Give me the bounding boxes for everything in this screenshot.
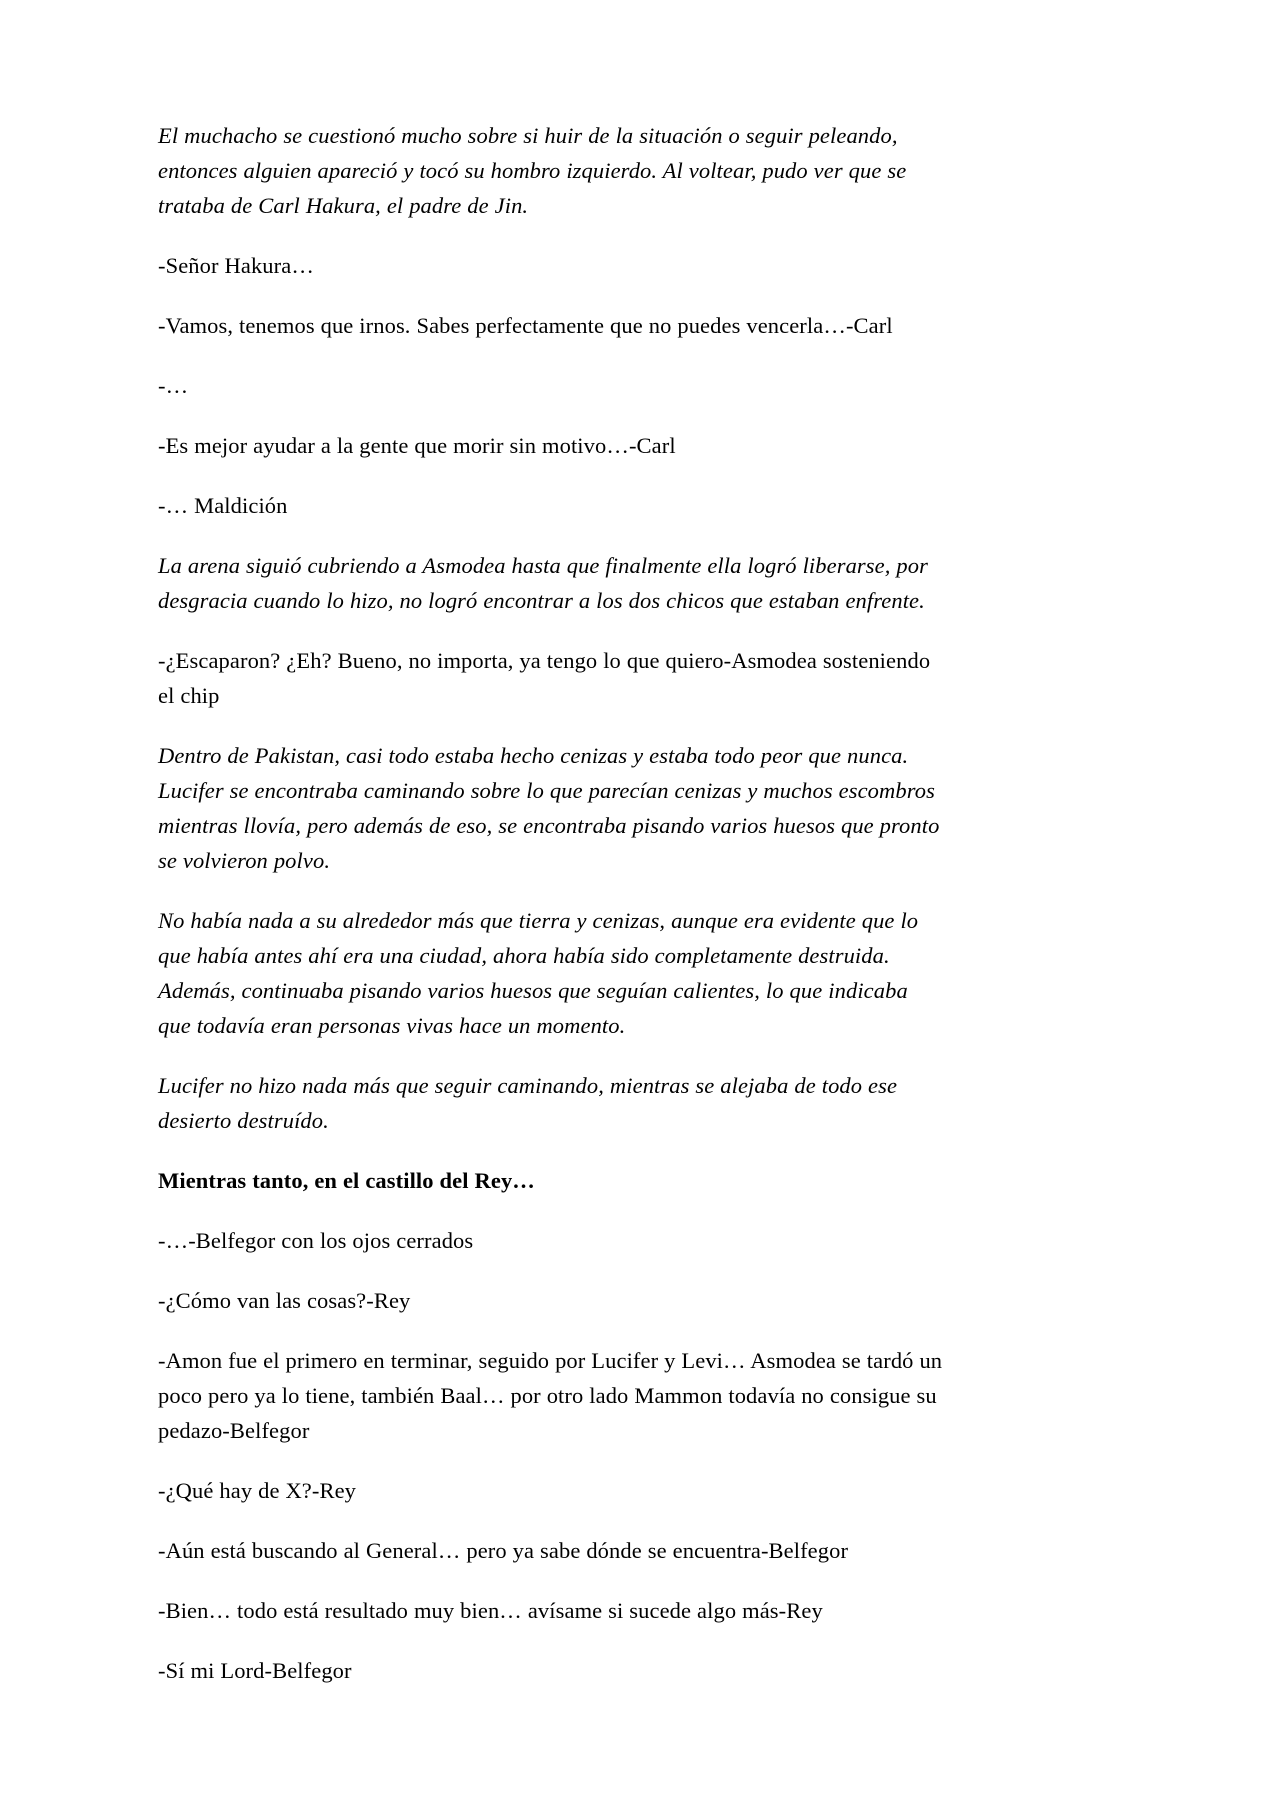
narration-paragraph: No había nada a su alrededor más que tierra y cenizas, aunque era evidente que lo que había antes ahí era una ciudad, ahora había sido completamente destruida. Además, continuaba pisando varios huesos que seguían calientes, lo que indicaba que todavía eran personas vivas hace un momento.	[158, 908, 919, 1038]
narration-paragraph: Dentro de Pakistan, casi todo estaba hecho cenizas y estaba todo peor que nunca. Lucifer se encontraba caminando sobre lo que parecían cenizas y muchos escombros mientras llovía, pero además de eso, se encontraba pisando varios huesos que pronto se volvieron polvo.	[158, 743, 940, 873]
dialogue-line: -Bien… todo está resultado muy bien… avísame si sucede algo más-Rey	[158, 1598, 823, 1623]
dialogue-line: -¿Qué hay de X?-Rey	[158, 1478, 357, 1503]
dialogue-line: -¿Escaparon? ¿Eh? Bueno, no importa, ya tengo lo que quiero-Asmodea sosteniendo el chip	[158, 648, 931, 708]
dialogue-line: -…-Belfegor con los ojos cerrados	[158, 1228, 474, 1253]
narration-paragraph: El muchacho se cuestionó mucho sobre si huir de la situación o seguir peleando, entonces alguien apareció y tocó su hombro izquierdo. Al voltear, pudo ver que se trataba de Carl Hakura, el padre de Jin.	[158, 123, 907, 218]
dialogue-line: -…	[158, 373, 189, 398]
dialogue-line: -… Maldición	[158, 493, 288, 518]
dialogue-line: -Sí mi Lord-Belfegor	[158, 1658, 352, 1683]
dialogue-line: -Señor Hakura…	[158, 253, 314, 278]
dialogue-line: -Aún está buscando al General… pero ya sabe dónde se encuentra-Belfegor	[158, 1538, 849, 1563]
narration-paragraph: La arena siguió cubriendo a Asmodea hasta que finalmente ella logró liberarse, por desgracia cuando lo hizo, no logró encontrar a los dos chicos que estaban enfrente.	[158, 553, 928, 613]
document-body	[158, 118, 946, 1688]
dialogue-line: -Amon fue el primero en terminar, seguido por Lucifer y Levi… Asmodea se tardó un poco pero ya lo tiene, también Baal… por otro lado Mammon todavía no consigue su pedazo-Belfegor	[158, 1348, 943, 1443]
section-heading: Mientras tanto, en el castillo del Rey…	[158, 1168, 535, 1193]
dialogue-line: -¿Cómo van las cosas?-Rey	[158, 1288, 411, 1313]
dialogue-line: -Es mejor ayudar a la gente que morir sin motivo…-Carl	[158, 433, 676, 458]
narration-paragraph: Lucifer no hizo nada más que seguir caminando, mientras se alejaba de todo ese desierto destruído.	[158, 1073, 898, 1133]
dialogue-line: -Vamos, tenemos que irnos. Sabes perfectamente que no puedes vencerla…-Carl	[158, 313, 893, 338]
